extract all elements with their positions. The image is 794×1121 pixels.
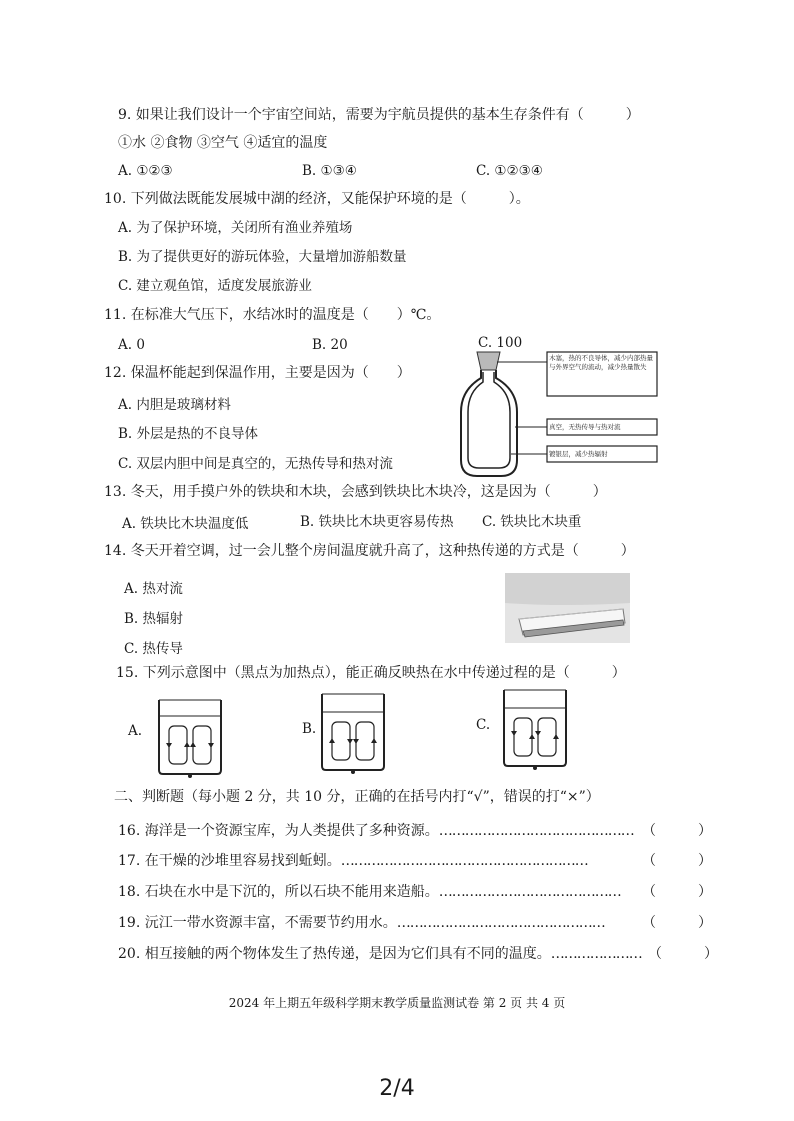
judge-item-19-dots: …………………………………………: [396, 915, 605, 931]
beaker-b-arrow-2: [347, 739, 353, 744]
page-indicator: 2/4: [379, 1076, 415, 1101]
judge-item-19-text: 19. 沅江一带水资源丰富，不需要节约用水。: [118, 915, 397, 931]
q13-option-a: A. 铁块比木块温度低: [122, 516, 249, 532]
q11-option-b: B. 20: [312, 337, 348, 353]
q9-option-c: C. ①②③④: [476, 163, 543, 179]
q15-stem: 15. 下列示意图中（黑点为加热点），能正确反映热在水中传递过程的是（ ）: [116, 665, 626, 681]
beaker-c-diagram: [500, 686, 570, 772]
beaker-c-arrow-1: [511, 731, 517, 736]
q14-stem: 14. 冬天开着空调，过一会儿整个房间温度就升高了，这种热传递的方式是（ ）: [104, 543, 635, 559]
q15-option-c: C.: [476, 717, 491, 733]
beaker-a-arrow-3: [190, 742, 196, 747]
q9-option-a: A. ①②③: [118, 163, 173, 179]
judge-item-18: [118, 883, 621, 901]
label-silver: 镀银层，减少热辐射: [549, 450, 608, 458]
q15-option-b: B.: [302, 721, 317, 737]
page-footer: 2024 年上期五年级科学期末教学质量监测试卷 第 2 页 共 4 页: [228, 996, 566, 1010]
judge-item-19: [118, 914, 605, 932]
q10-option-a: A. 为了保护环境，关闭所有渔业养殖场: [118, 220, 353, 236]
q13-option-c: C. 铁块比木块重: [482, 514, 582, 530]
beaker-a-loop-right: [193, 726, 211, 764]
label-vacuum: 真空，无热传导与热对流: [549, 423, 621, 431]
beaker-c-arrow-3: [535, 731, 541, 736]
judge-item-18-bracket[interactable]: （ ）: [642, 884, 712, 900]
judge-item-17-bracket[interactable]: （ ）: [642, 853, 712, 869]
beaker-b-arrow-3: [353, 739, 359, 744]
q9-stem: 9. 如果让我们设计一个宇宙空间站，需要为宇航员提供的基本生存条件有（ ）: [118, 107, 640, 123]
beaker-c-loop-left: [514, 718, 532, 756]
q14-option-a: A. 热对流: [124, 581, 183, 597]
q12-option-c: C. 双层内胆中间是真空的，无热传导和热对流: [118, 456, 393, 472]
judge-item-16-dots: ………………………………………: [438, 823, 634, 839]
judge-item-16-text: 16. 海洋是一个资源宝库，为人类提供了多种资源。: [118, 823, 439, 839]
judge-item-17-text: 17. 在干燥的沙堆里容易找到蚯蚓。: [118, 853, 341, 869]
beaker-c-arrow-2: [529, 734, 535, 739]
q10-option-b: B. 为了提供更好的游玩体验，大量增加游船数量: [118, 249, 407, 265]
q10-stem: 10. 下列做法既能发展城中湖的经济，又能保护环境的是（ ）。: [104, 191, 530, 207]
q9-option-b: B. ①③④: [302, 163, 357, 179]
q13-option-b: B. 铁块比木块更容易传热: [300, 514, 454, 530]
thermos-stopper: [477, 352, 500, 370]
judge-item-20-text: 20. 相互接触的两个物体发生了热传递，是因为它们具有不同的温度。: [118, 946, 551, 962]
beaker-b-glass: [322, 694, 384, 770]
thermos-outer-wall: [461, 370, 517, 476]
air-conditioner-image: [505, 573, 630, 643]
beaker-b-loop-left: [332, 722, 350, 760]
judge-item-20-bracket[interactable]: （ ）: [648, 946, 718, 962]
beaker-c-arrow-4: [553, 734, 559, 739]
judge-item-18-dots: ……………………………………: [438, 884, 621, 900]
thermos-inner-wall: [468, 372, 510, 468]
judge-item-16: [118, 822, 634, 840]
beaker-b-loop-right: [356, 722, 374, 760]
beaker-a-glass: [159, 700, 221, 774]
q11-stem: 11. 在标准大气压下，水结冰时的温度是（ ）℃。: [104, 307, 441, 323]
q13-stem: 13. 冬天，用手摸户外的铁块和木块，会感到铁块比木块冷，这是因为（ ）: [104, 484, 607, 500]
judge-item-17-dots: …………………………………………………: [340, 853, 588, 869]
beaker-c-heat-point: [533, 766, 537, 770]
q11-option-a: A. 0: [118, 337, 145, 353]
beaker-b-arrow-1: [329, 738, 335, 743]
beaker-b-heat-point: [351, 770, 355, 774]
q12-stem: 12. 保温杯能起到保温作用，主要是因为（ ）: [104, 365, 411, 381]
beaker-a-loop-left: [169, 726, 187, 764]
judge-item-20-dots: …………………: [550, 946, 642, 962]
beaker-c-glass: [504, 690, 566, 766]
beaker-a-diagram: [155, 696, 225, 780]
q12-option-b: B. 外层是热的不良导体: [118, 426, 259, 442]
q12-option-a: A. 内胆是玻璃材料: [118, 397, 231, 413]
judge-item-16-bracket[interactable]: （ ）: [642, 823, 712, 839]
q14-option-b: B. 热辐射: [124, 611, 184, 627]
q9-items: ①水 ②食物 ③空气 ④适宜的温度: [118, 135, 328, 151]
judge-item-19-bracket[interactable]: （ ）: [642, 915, 712, 931]
beaker-a-arrow-1: [166, 743, 172, 748]
q10-option-c: C. 建立观鱼馆，适度发展旅游业: [118, 278, 312, 294]
q14-option-c: C. 热传导: [124, 641, 183, 657]
beaker-a-heat-point: [188, 774, 192, 778]
q11-option-c: C. 100: [478, 335, 523, 351]
section2-heading: 二、判断题（每小题 2 分，共 10 分，正确的在括号内打“√”，错误的打“×”）: [114, 789, 600, 805]
wall-shade: [505, 573, 630, 605]
beaker-c-loop-right: [538, 718, 556, 756]
q15-option-a: A.: [128, 723, 143, 739]
beaker-b-diagram: [318, 690, 388, 776]
beaker-a-arrow-4: [208, 743, 214, 748]
thermos-diagram: [455, 350, 665, 480]
beaker-a-arrow-2: [184, 742, 190, 747]
judge-item-18-text: 18. 石块在水中是下沉的，所以石块不能用来造船。: [118, 884, 439, 900]
beaker-b-arrow-4: [371, 738, 377, 743]
judge-item-20: [118, 945, 642, 963]
judge-item-17: [118, 852, 588, 870]
label-stopper: 木塞，热的不良导体，减少内部热量与外界空气的流动，减少热量散失: [549, 354, 653, 371]
